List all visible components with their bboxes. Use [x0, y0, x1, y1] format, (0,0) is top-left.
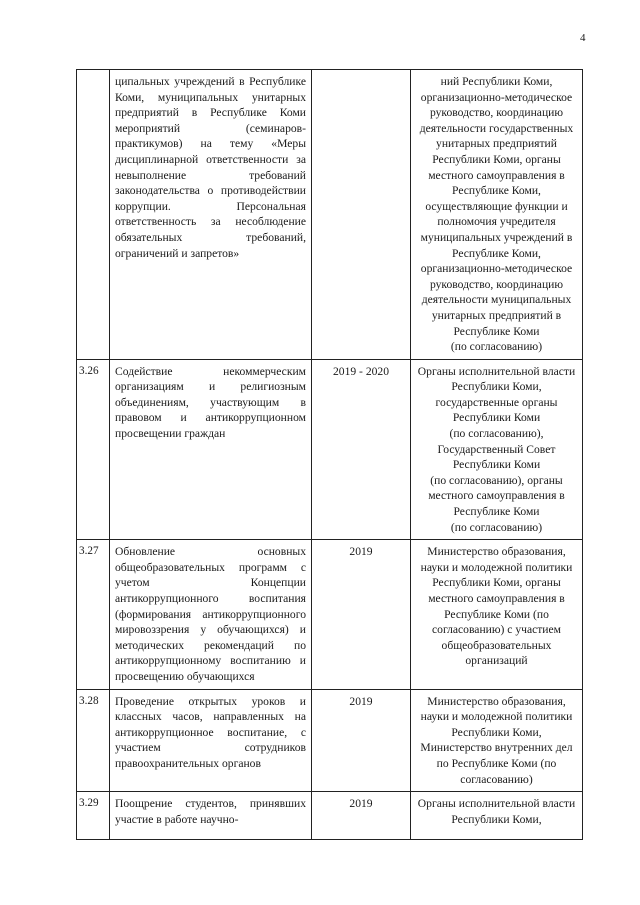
page-number: 4 [580, 32, 586, 44]
row-number: 3.28 [77, 689, 110, 792]
measure-text: Содействие некоммерческим организациям и религиозным объединениям, участвующим в правовом и антикоррупционном просвещении граждан [110, 359, 312, 540]
responsible-text: Министерство образования, науки и молодежной политики Республики Коми, Министерство внутренних дел по Республике Коми (по согласованию) [411, 689, 583, 792]
row-number: 3.27 [77, 540, 110, 689]
table-row [77, 792, 583, 840]
row-number [77, 70, 110, 360]
responsible-text: Органы исполнительной власти Республики Коми, [411, 792, 583, 840]
measure-text: Проведение открытых уроков и классных часов, направленных на антикоррупционное воспитание, с участием сотрудников правоохранительных органов [110, 689, 312, 792]
measure-text: Обновление основных общеобразовательных программ с учетом Концепции антикоррупционного воспитания (формирования антикоррупционного мировоззрения у обучающихся) и методических рекомендаций по антикоррупционному воспитанию и просвещению обучающихся [110, 540, 312, 689]
responsible-text: Министерство образования, науки и молодежной политики Республики Коми, органы местного самоуправления в Республике Коми (по согласованию) с участием общеобразовательных организаций [411, 540, 583, 689]
responsible-text: Органы исполнительной власти Республики Коми, государственные органы Республики Коми (по согласованию), Государственный Совет Республики Коми (по согласованию), органы местного самоуправления в Республике Коми (по согласованию) [411, 359, 583, 540]
measure-text: ципальных учреждений в Республике Коми, муниципальных унитарных предприятий в Республике Коми мероприятий (семинаров-практикумов) на тему «Меры дисциплинарной ответственности за невыполнение требований законодательства о противодействии коррупции. Персональная ответственность за несоблюдение обязательных требований, ограничений и запретов» [110, 70, 312, 360]
table-row [77, 70, 583, 360]
table-row [77, 540, 583, 689]
term-text: 2019 [312, 540, 411, 689]
table-row [77, 689, 583, 792]
table-row [77, 359, 583, 540]
row-number: 3.29 [77, 792, 110, 840]
term-text: 2019 [312, 689, 411, 792]
row-number: 3.26 [77, 359, 110, 540]
measures-table [76, 69, 583, 840]
term-text [312, 70, 411, 360]
responsible-text: ний Республики Коми, организационно-методическое руководство, координацию деятельности государственных унитарных предприятий Республики Коми, органы местного самоуправления в Республике Коми, осуществляющие функции и полномочия учредителя муниципальных учреждений в Республике Коми, организационно-методическое руководство, координацию деятельности муниципальных унитарных предприятий в Республике Коми (по согласованию) [411, 70, 583, 360]
term-text: 2019 - 2020 [312, 359, 411, 540]
measure-text: Поощрение студентов, принявших участие в работе научно- [110, 792, 312, 840]
term-text: 2019 [312, 792, 411, 840]
